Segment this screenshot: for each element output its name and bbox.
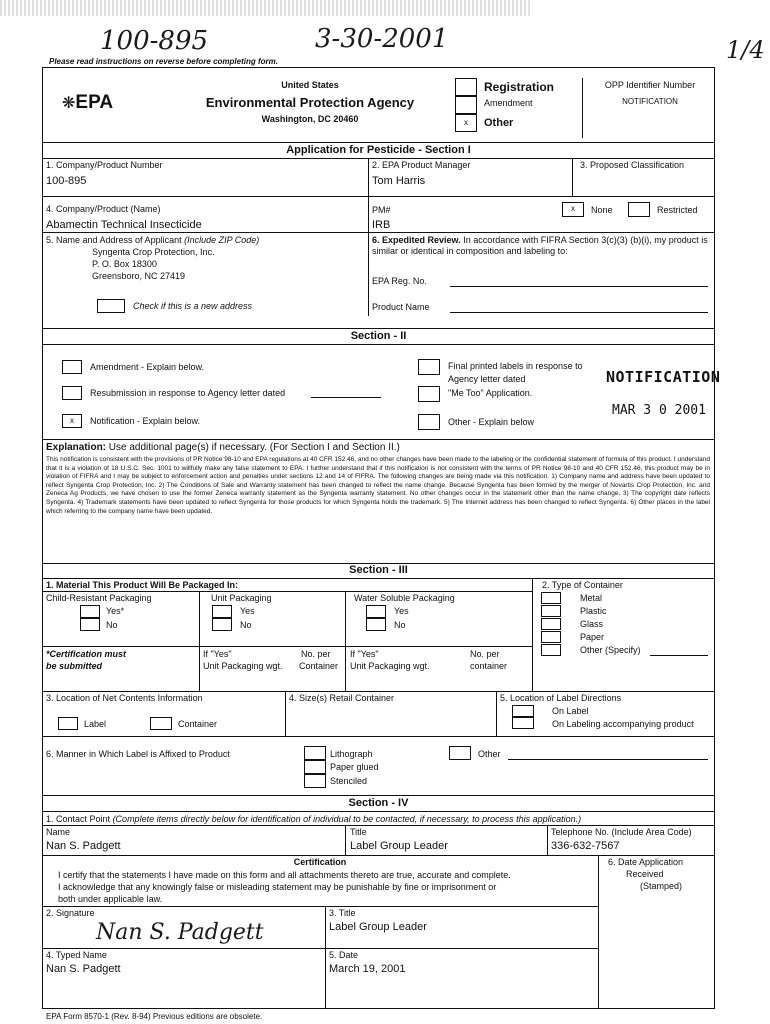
contact-title-value[interactable]: Label Group Leader [350,840,448,852]
divider [345,825,346,855]
cert-must-line-1: *Certification must [46,649,127,659]
unit-no-checkbox[interactable] [212,618,232,631]
unit-if-yes-label: If "Yes" [203,649,232,659]
final-labels-checkbox[interactable] [418,359,440,375]
stenciled-label: Stenciled [330,776,368,786]
section4-title: Section - IV [348,797,409,809]
unit-no-label: No [240,620,252,630]
paper-glued-label: Paper glued [330,762,379,772]
wsp-wgt-label: Unit Packaging wgt. [350,661,430,671]
affix-other-label: Other [478,749,501,759]
new-address-label: Check if this is a new address [133,301,253,311]
affix-question: 6. Manner in Which Label is Affixed to Product [46,749,230,759]
contact-name-label: Name [46,827,71,837]
crp-yes-checkbox[interactable] [80,605,100,618]
notification-stamp-date: MAR 3 0 2001 [612,403,706,418]
phone-value[interactable]: 336-632-7567 [551,840,620,852]
divider [42,646,532,647]
amendment-explain-checkbox[interactable] [62,360,82,374]
divider [42,855,715,856]
wsp-if-yes-label: If "Yes" [350,649,379,659]
certification-line-3: both under applicable law. [58,894,163,904]
divider [42,906,598,907]
divider [325,906,326,1009]
expedited-review: 6. Expedited Review. In accordance with FIFRA Section 3(c)(3) (b)(i), my product is similar or identical in composition and labeling to: [372,235,708,256]
applicant-line-1: Syngenta Crop Protection, Inc. [92,247,215,257]
date-received-line-2: Received [626,869,664,879]
crp-no-checkbox[interactable] [80,618,100,631]
page-marker: 1/4 [726,36,765,64]
unit-yes-label: Yes [240,606,255,616]
explanation-heading: Explanation: Use additional page(s) if necessary. (For Section I and Section II.) [46,442,400,453]
typed-name-value[interactable]: Nan S. Padgett [46,963,121,975]
final-labels-line-1: Final printed labels in response to [448,361,583,371]
pm-label: PM# [372,205,391,215]
opp-label: OPP Identifier Number [604,80,696,90]
signature-label: 2. Signature [46,908,95,918]
product-name-line[interactable] [450,312,708,313]
product-manager-label: 2. EPA Product Manager [372,160,471,170]
notification-stamp-title: NOTIFICATION [606,368,721,386]
applicant-line-2: P. O. Box 18300 [92,259,157,269]
paper-checkbox[interactable] [541,631,561,643]
divider [345,591,346,691]
product-manager-value[interactable]: Tom Harris [372,175,426,187]
divider [42,196,715,197]
handwritten-product-number: 100-895 [100,26,209,56]
unit-packaging-label: Unit Packaging [211,593,272,603]
divider [42,825,715,826]
none-check-mark: x [571,204,575,213]
signer-title-label: 3. Title [329,908,356,918]
retail-size-question: 4. Size(s) Retail Container [289,693,395,703]
divider [42,736,715,737]
metal-checkbox[interactable] [541,592,561,604]
epa-reg-no-line[interactable] [450,286,708,287]
divider [598,855,599,1009]
affix-other-checkbox[interactable] [449,746,471,760]
other-explain-label: Other - Explain below [448,417,535,427]
other-container-line[interactable] [650,655,708,656]
unit-yes-checkbox[interactable] [212,605,232,618]
contact-title-label: Title [350,827,367,837]
stenciled-checkbox[interactable] [304,774,326,788]
scan-artifact [0,0,530,16]
wsp-container-label: container [470,661,508,671]
contact-name-value[interactable]: Nan S. Padgett [46,840,121,852]
instructions-note: Please read instructions on reverse before completing form. [49,57,278,66]
crp-no-label: No [106,620,118,630]
plastic-checkbox[interactable] [541,605,561,617]
wsp-no-per-label: No. per [470,649,500,659]
amendment-explain-label: Amendment - Explain below. [90,362,205,372]
container-type-question: 2. Type of Container [542,580,623,590]
paper-label: Paper [580,632,605,642]
pm-value[interactable]: IRB [372,219,391,231]
amendment-checkbox[interactable] [455,96,477,114]
restricted-label: Restricted [657,205,698,215]
notification-check-mark: x [70,416,74,425]
divider [496,691,497,736]
unit-no-per-label: No. per [301,649,331,659]
opp-value: NOTIFICATION [622,97,678,106]
resubmission-label: Resubmission in response to Agency letter dated [90,388,286,398]
applicant-line-3: Greensboro, NC 27419 [92,271,186,281]
wsp-yes-checkbox[interactable] [366,605,386,618]
signature-value[interactable]: Nan S. Padgett [96,920,264,945]
contact-point: 1. Contact Point (Complete items directly below for identification of individual to be contacted, if necessary, to process this application.) [46,814,582,824]
section3-title: Section - III [349,564,408,576]
registration-label: Registration [484,80,555,94]
other-explain-checkbox[interactable] [418,414,440,430]
certification-line-2: I acknowledge that any knowingly false or misleading statement may be punishable by fine or imprisonment or [58,882,497,892]
net-label-label: Label [84,719,107,729]
divider [547,825,548,855]
wsp-no-checkbox[interactable] [366,618,386,631]
explanation-body: This notification is consistent with the provisions of PR Notice 98-10 and EPA regulations at 40 CFR 152.46, and no other changes have been made to the labeling or the confidential statement of formula of this product. I understand that it is a violation of 18 U.S.C. Sec. 1001 to willfully make any false statement to EPA. I further understand that if this notification is not consistent with the terms of PR Notice 98-10 and 40 CFR 152.46, this product may be in violation of FIFRA and I may be subject to enforcement action and penalties under sections 12 and 14 of FIFRA. The following changes are being made via this notification. 1) Company name and address have been updated to reflect Syngenta Crop Protection, Inc. 2) The Conditions of Sale and Warranty statement has been changed to reflect the name change. Because Syngenta has been formed by the merger of Novartis Crop Protection, Inc. and Zeneca Ag Products, we have chosen to use the former Zeneca warranty statement as the Syngenta warranty statement. No other changes occur in the statement other than the name change. 3) The copyright date reflects Syngenta. 4) Trademark statements have been updated to reflect Syngenta for those products for which Syngenta holds the trademark. 5) The Internet address has been changed to reflect Syngenta. 6) Other places in the label which referring to the company name have been updated. [46,456,710,515]
other-label: Other [484,117,514,129]
company-product-name-value[interactable]: Abamectin Technical Insecticide [46,219,202,231]
glass-label: Glass [580,619,604,629]
wsp-label: Water Soluble Packaging [354,593,455,603]
product-name-label: Product Name [372,302,430,312]
other-container-label: Other (Specify) [580,645,641,655]
date-received-line-1: 6. Date Application [608,857,684,867]
proposed-classification-label: 3. Proposed Classification [580,160,685,170]
divider [42,578,715,579]
none-label: None [591,205,613,215]
registration-checkbox[interactable] [455,78,477,96]
restricted-checkbox[interactable] [628,202,650,217]
label-directions-question: 5. Location of Label Directions [500,693,622,703]
agency-location: Washington, DC 20460 [261,114,359,124]
divider [199,591,200,691]
epa-logo: ❋EPA [62,92,114,113]
divider [42,328,715,329]
resubmission-checkbox[interactable] [62,386,82,400]
divider [42,591,532,592]
unit-container-label: Container [299,661,339,671]
unit-wgt-label: Unit Packaging wgt. [203,661,283,671]
crp-yes-label: Yes* [106,606,125,616]
other-check-mark: x [464,118,468,127]
epa-reg-no-label: EPA Reg. No. [372,276,427,286]
date-value[interactable]: March 19, 2001 [329,963,406,975]
applicant-label: 5. Name and Address of Applicant (Include ZIP Code) [46,235,260,245]
section1-title: Application for Pesticide - Section I [286,144,471,156]
divider [42,795,715,796]
other-container-checkbox[interactable] [541,644,561,656]
divider [42,811,715,812]
lithograph-label: Lithograph [330,749,373,759]
net-label-checkbox[interactable] [58,717,78,730]
on-label-checkbox[interactable] [512,705,534,717]
phone-label: Telephone No. (Include Area Code) [551,827,692,837]
divider [42,344,715,345]
packaging-question: 1. Material This Product Will Be Packaged In: [46,580,238,590]
glass-checkbox[interactable] [541,618,561,630]
signer-title-value[interactable]: Label Group Leader [329,921,427,933]
resubmission-date-line[interactable] [311,397,381,398]
lithograph-checkbox[interactable] [304,746,326,760]
form-id-footer: EPA Form 8570-1 (Rev. 8-94) Previous editions are obsolete. [46,1012,263,1021]
net-contents-question: 3. Location of Net Contents Information [46,693,203,703]
divider [368,158,369,316]
company-product-name-label: 4. Company/Product (Name) [46,204,161,214]
typed-name-label: 4. Typed Name [46,950,107,960]
section2-title: Section - II [350,330,407,342]
net-container-checkbox[interactable] [150,717,172,730]
divider [582,78,583,138]
company-product-number-value[interactable]: 100-895 [46,175,87,187]
certification-title: Certification [293,857,347,867]
on-labeling-checkbox[interactable] [512,717,534,729]
divider [42,948,598,949]
agency-country: United States [281,80,339,90]
crp-label: Child-Resistant Packaging [46,593,152,603]
divider [572,158,573,196]
divider [42,439,715,440]
cert-must-line-2: be submitted [46,661,103,671]
divider [42,691,715,692]
final-labels-line-2: Agency letter dated [448,374,526,384]
divider [42,158,715,159]
paper-glued-checkbox[interactable] [304,760,326,774]
divider [42,142,715,143]
certification-line-1: I certify that the statements I have made on this form and all attachments thereto are true, accurate and complete. [58,870,511,880]
date-received-line-3: (Stamped) [640,881,683,891]
notification-label: Notification - Explain below. [90,416,201,426]
wsp-no-label: No [394,620,406,630]
affix-other-line[interactable] [508,759,708,760]
divider [285,691,286,736]
me-too-checkbox[interactable] [418,386,440,402]
handwritten-date: 3-30-2001 [315,24,449,54]
on-label-label: On Label [552,706,589,716]
divider [532,578,533,691]
date-label: 5. Date [329,950,359,960]
metal-label: Metal [580,593,603,603]
wsp-yes-label: Yes [394,606,409,616]
divider [42,232,715,233]
company-product-number-label: 1. Company/Product Number [46,160,163,170]
agency-name: Environmental Protection Agency [205,95,415,110]
net-container-label: Container [178,719,218,729]
me-too-label: "Me Too" Application. [448,388,533,398]
new-address-checkbox[interactable] [97,299,125,313]
on-labeling-label: On Labeling accompanying product [552,719,694,729]
plastic-label: Plastic [580,606,607,616]
amendment-label: Amendment [484,98,533,108]
